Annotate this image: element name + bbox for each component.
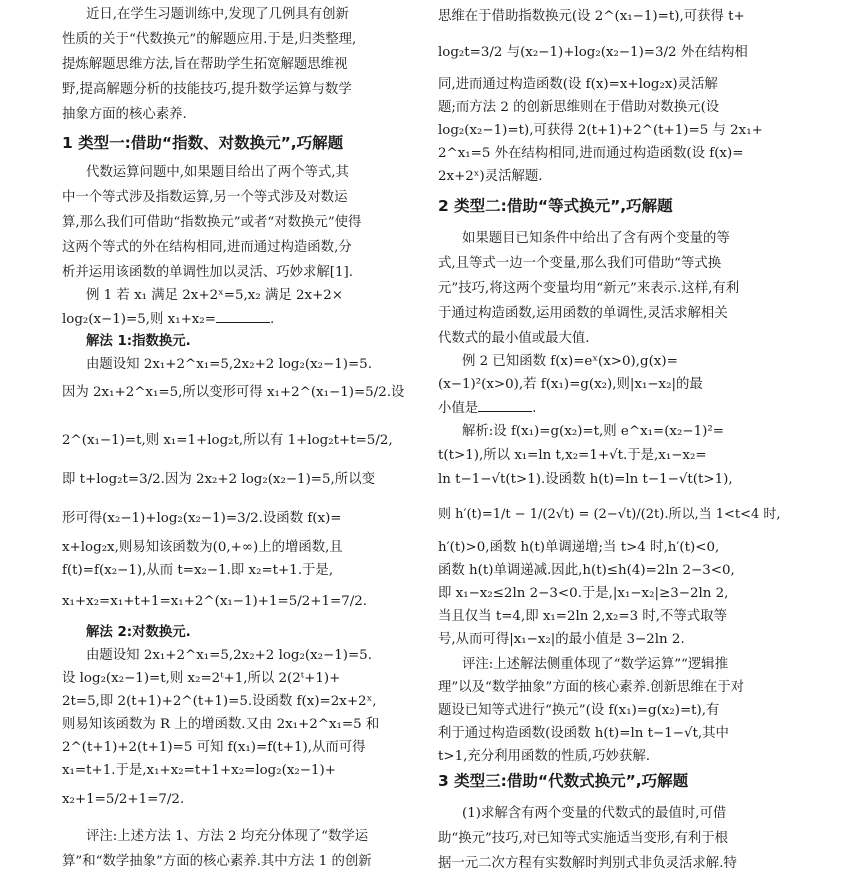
body-line: 这两个等式的外在结构相同,进而通过构造函数,分 <box>62 240 352 255</box>
example-2-line: 例 2 已知函数 f(x)=eˣ(x>0),g(x)= <box>462 354 678 369</box>
example-1-line: log₂(x−1)=5,则 x₁+x₂= . <box>62 312 275 327</box>
analysis-line: 当且仅当 t=4,即 x₁=2ln 2,x₂=3 时,不等式取等 <box>438 609 727 624</box>
answer-blank <box>478 399 532 412</box>
body-line: 代数式的最小值或最大值. <box>438 331 590 346</box>
comment-line: 2x+2ˣ)灵活解题. <box>438 169 543 184</box>
body-line: 式,且等式一边一个变量,那么我们可借助“等式换 <box>438 256 722 271</box>
intro-line: 性质的关于“代数换元”的解题应用.于是,归类整理, <box>62 32 357 47</box>
comment-line: 2^x₁=5 外在结构相同,进而通过构造函数(设 f(x)= <box>438 146 744 161</box>
solution-line: 2t=5,即 2(t+1)+2^(t+1)=5.设函数 f(x)=2x+2ˣ, <box>62 694 377 709</box>
solution-line: 2^(t+1)+2(t+1)=5 可知 f(x₁)=f(t+1),从而可得 <box>62 740 366 755</box>
solution-line: 则易知该函数为 R 上的增函数.又由 2x₁+2^x₁=5 和 <box>62 717 380 732</box>
section-heading-1: 1 类型一:借助“指数、对数换元”,巧解题 <box>62 134 344 152</box>
analysis-line: 号,从而可得|x₁−x₂|的最小值是 3−2ln 2. <box>438 632 685 647</box>
analysis-line: 即 x₁−x₂≤2ln 2−3<0.于是,|x₁−x₂|≥3−2ln 2, <box>438 586 729 601</box>
solution-line: x₁=t+1.于是,x₁+x₂=t+1+x₂=log₂(x₂−1)+ <box>62 763 336 778</box>
solution-line: f(t)=f(x₂−1),从而 t=x₂−1.即 x₂=t+1.于是, <box>62 563 334 578</box>
comment-line: 算”和“数学抽象”方面的核心素养.其中方法 1 的创新 <box>62 854 372 869</box>
intro-line: 提炼解题思维方法,旨在帮助学生拓宽解题思维视 <box>62 57 348 72</box>
comment-line: 题;而方法 2 的创新思维则在于借助对数换元(设 <box>438 100 720 115</box>
body-line: 元”技巧,将这两个变量均用“新元”来表示.这样,有利 <box>438 281 740 296</box>
solution-2-heading: 解法 2:对数换元. <box>86 625 191 640</box>
comment-line: 评注:上述方法 1、方法 2 均充分体现了“数学运 <box>86 829 369 844</box>
solution-line: 2^(x₁−1)=t,则 x₁=1+log₂t,所以有 1+log₂t+t=5/2, <box>62 433 393 448</box>
intro-line: 近日,在学生习题训练中,发现了几例具有创新 <box>86 7 349 22</box>
answer-blank <box>216 310 270 323</box>
analysis-line: 函数 h(t)单调递减.因此,h(t)≤h(4)=2ln 2−3<0, <box>438 563 735 578</box>
body-line: 助“换元”技巧,对已知等式实施适当变形,有利于根 <box>438 831 729 846</box>
solution-line: 因为 2x₁+2^x₁=5,所以变形可得 x₁+2^(x₁−1)=5/2.设 <box>62 385 405 400</box>
analysis-line: 则 h′(t)=1/t − 1/(2√t) = (2−√t)/(2t).所以,当 1<t<4 时, <box>438 507 781 522</box>
body-line: 中一个等式涉及指数运算,另一个等式涉及对数运 <box>62 190 348 205</box>
body-line: 据一元二次方程有实数解时判别式非负灵活求解.特 <box>438 856 737 871</box>
analysis-line: 解析:设 f(x₁)=g(x₂)=t,则 e^x₁=(x₂−1)²= <box>462 424 724 439</box>
comment-line: 理”以及“数学抽象”方面的核心素养.创新思维在于对 <box>438 680 744 695</box>
example-2-line: 小值是 . <box>438 401 537 416</box>
analysis-line: ln t−1−√t(t>1).设函数 h(t)=ln t−1−√t(t>1), <box>438 472 733 487</box>
comment-line: 利于通过构造函数(设函数 h(t)=ln t−1−√t,其中 <box>438 726 729 741</box>
comment-line: log₂t=3/2 与(x₂−1)+log₂(x₂−1)=3/2 外在结构相 <box>438 45 748 60</box>
analysis-line: t(t>1),所以 x₁=ln t,x₂=1+√t.于是,x₁−x₂= <box>438 448 707 463</box>
solution-line: 形可得(x₂−1)+log₂(x₂−1)=3/2.设函数 f(x)= <box>62 511 342 526</box>
solution-line: x₂+1=5/2+1=7/2. <box>62 792 185 807</box>
body-line: (1)求解含有两个变量的代数式的最值时,可借 <box>462 806 727 821</box>
solution-line: 由题设知 2x₁+2^x₁=5,2x₂+2 log₂(x₂−1)=5. <box>86 648 372 663</box>
body-line: 于通过构造函数,运用函数的单调性,灵活求解相关 <box>438 306 728 321</box>
analysis-line: h′(t)>0,函数 h(t)单调递增;当 t>4 时,h′(t)<0, <box>438 540 720 555</box>
comment-line: 同,进而通过构造函数(设 f(x)=x+log₂x)灵活解 <box>438 77 718 92</box>
solution-line: 即 t+log₂t=3/2.因为 2x₂+2 log₂(x₂−1)=5,所以变 <box>62 472 375 487</box>
intro-line: 野,提高解题分析的技能技巧,提升数学运算与数学 <box>62 82 352 97</box>
body-line: 代数运算问题中,如果题目给出了两个等式,其 <box>86 165 349 180</box>
solution-line: 设 log₂(x₂−1)=t,则 x₂=2ᵗ+1,所以 2(2ᵗ+1)+ <box>62 671 341 686</box>
solution-line: x₁+x₂=x₁+t+1=x₁+2^(x₁−1)+1=5/2+1=7/2. <box>62 594 368 609</box>
intro-line: 抽象方面的核心素养. <box>62 107 187 122</box>
solution-line: 由题设知 2x₁+2^x₁=5,2x₂+2 log₂(x₂−1)=5. <box>86 357 372 372</box>
solution-line: x+log₂x,则易知该函数为(0,+∞)上的增函数,且 <box>62 540 343 555</box>
section-heading-3: 3 类型三:借助“代数式换元”,巧解题 <box>438 772 689 790</box>
solution-1-heading: 解法 1:指数换元. <box>86 334 191 349</box>
comment-line: log₂(x₂−1)=t),可获得 2(t+1)+2^(t+1)=5 与 2x₁+ <box>438 123 763 138</box>
comment-line: 评注:上述解法侧重体现了“数学运算”“逻辑推 <box>462 657 729 672</box>
body-line: 析并运用该函数的单调性加以灵活、巧妙求解[1]. <box>62 265 354 280</box>
body-line: 算,那么我们可借助“指数换元”或者“对数换元”使得 <box>62 215 362 230</box>
comment-line: 思维在于借助指数换元(设 2^(x₁−1)=t),可获得 t+ <box>438 9 745 24</box>
comment-line: 题设已知等式进行“换元”(设 f(x₁)=g(x₂)=t),有 <box>438 703 720 718</box>
section-heading-2: 2 类型二:借助“等式换元”,巧解题 <box>438 197 673 215</box>
comment-line: t>1,充分利用函数的性质,巧妙获解. <box>438 749 650 764</box>
example-2-line: (x−1)²(x>0),若 f(x₁)=g(x₂),则|x₁−x₂|的最 <box>438 377 703 392</box>
example-1-line: 例 1 若 x₁ 满足 2x+2ˣ=5,x₂ 满足 2x+2× <box>86 288 344 303</box>
body-line: 如果题目已知条件中给出了含有两个变量的等 <box>462 231 730 246</box>
